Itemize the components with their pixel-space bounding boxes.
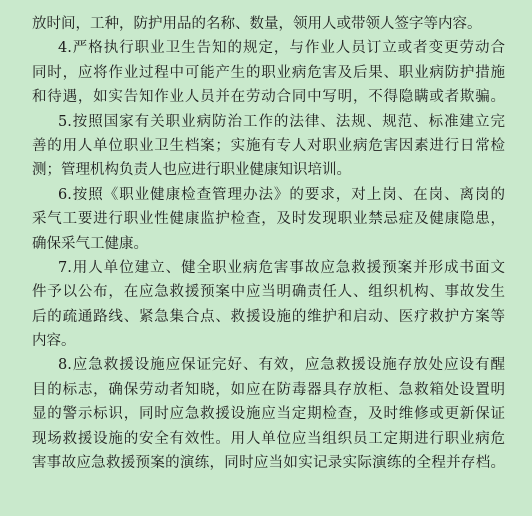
text-line: 显的警示标识，同时应急救援设施应当定期检查，及时维修或更新保证 — [32, 406, 505, 423]
text-line: 4.严格执行职业卫生告知的规定，与作业人员订立或者变更劳动合 — [58, 40, 505, 57]
text-line: 7.用人单位建立、健全职业病危害事故应急救援预案并形成书面文 — [58, 259, 505, 276]
text-line: 和待遇，如实告知作业人员并在劳动合同中写明，不得隐瞒或者欺骗。 — [32, 89, 505, 106]
text-line: 确保采气工健康。 — [32, 235, 148, 252]
paragraph-6 — [32, 183, 505, 256]
paragraph-8 — [32, 353, 505, 475]
text-line: 采气工要进行职业性健康监护检查，及时发现职业禁忌症及健康隐患， — [32, 211, 505, 228]
text-line: 内容。 — [32, 333, 76, 350]
text-line: 8.应急救援设施应保证完好、有效，应急救援设施存放处应设有醒 — [58, 357, 505, 374]
paragraph-continuation — [32, 12, 505, 36]
text-line: 害事故应急救援预案的演练，同时应当如实记录实际演练的全程并存档。 — [32, 455, 505, 472]
text-line: 同时，应将作业过程中可能产生的职业病危害及后果、职业病防护措施 — [32, 64, 505, 81]
text-line: 善的用人单位职业卫生档案；实施有专人对职业病危害因素进行日常检 — [32, 137, 505, 154]
text-line: 目的标志，确保劳动者知晓，如应在防毒器具存放柜、急救箱处设置明 — [32, 381, 505, 398]
text-line: 件予以公布，在应急救援预案中应当明确责任人、组织机构、事故发生 — [32, 284, 505, 301]
paragraph-5 — [32, 110, 505, 183]
text-line: 5.按照国家有关职业病防治工作的法律、法规、规范、标准建立完 — [58, 113, 505, 130]
paragraph-4 — [32, 36, 505, 109]
text-line: 现场救援设施的安全有效性。用人单位应当组织员工定期进行职业病危 — [32, 430, 505, 447]
paragraph-7 — [32, 256, 505, 354]
text-line: 6.按照《职业健康检查管理办法》的要求，对上岗、在岗、离岗的 — [58, 186, 505, 203]
text-line: 测；管理机构负责人也应进行职业健康知识培训。 — [32, 162, 351, 179]
text-line: 后的疏通路线、紧急集合点、救援设施的维护和启动、医疗救护方案等 — [32, 308, 505, 325]
text-line: 放时间，工种，防护用品的名称、数量，领用人或带领人签字等内容。 — [32, 16, 482, 32]
